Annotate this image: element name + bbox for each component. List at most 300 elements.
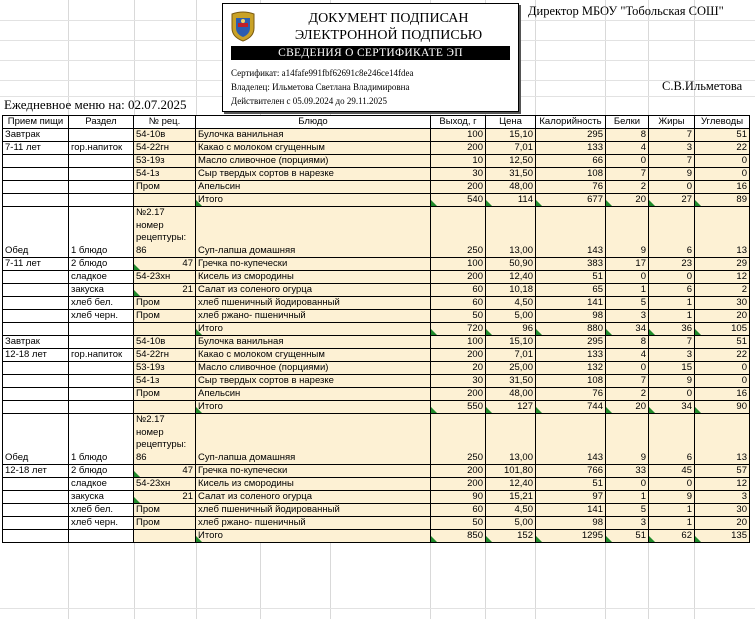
dish-cell: Суп-лапша домашняя <box>196 207 431 258</box>
fat-cell: 9 <box>649 491 695 504</box>
protein-cell: 3 <box>606 517 649 530</box>
meal-cell: Обед <box>3 207 69 258</box>
certificate-id: Сертификат: a14fafe991fbf62691c8e246ce14fdea <box>231 68 414 78</box>
calories-cell: 65 <box>536 284 606 297</box>
protein-cell: 8 <box>606 129 649 142</box>
protein-cell: 4 <box>606 349 649 362</box>
protein-cell: 1 <box>606 491 649 504</box>
fat-cell: 1 <box>649 517 695 530</box>
carbs-cell: 3 <box>695 491 750 504</box>
recipe-cell: 47 <box>134 258 196 271</box>
protein-cell: 0 <box>606 362 649 375</box>
calories-cell: 880 <box>536 323 606 336</box>
carbs-cell: 57 <box>695 465 750 478</box>
price-cell: 127 <box>486 401 536 414</box>
fat-cell: 15 <box>649 362 695 375</box>
calories-cell: 133 <box>536 142 606 155</box>
protein-cell: 9 <box>606 414 649 465</box>
protein-cell: 1 <box>606 284 649 297</box>
cell-marker-icon <box>431 329 437 335</box>
cell-marker-icon <box>536 407 542 413</box>
recipe-cell: 54-10в <box>134 129 196 142</box>
cell-marker-icon <box>695 329 701 335</box>
calories-cell: 141 <box>536 297 606 310</box>
fat-cell: 34 <box>649 401 695 414</box>
carbs-cell: 12 <box>695 478 750 491</box>
recipe-cell <box>134 194 196 207</box>
carbs-cell: 20 <box>695 517 750 530</box>
table-row <box>3 181 750 194</box>
protein-cell: 51 <box>606 530 649 543</box>
cell-marker-icon <box>606 329 612 335</box>
output-cell: 30 <box>431 375 486 388</box>
meal-cell <box>3 491 69 504</box>
section-cell <box>69 323 134 336</box>
fat-cell: 0 <box>649 271 695 284</box>
output-cell: 20 <box>431 362 486 375</box>
recipe-cell: 54-1з <box>134 375 196 388</box>
calories-cell: 133 <box>536 349 606 362</box>
output-cell: 540 <box>431 194 486 207</box>
cell-marker-icon <box>536 536 542 542</box>
fat-cell: 23 <box>649 258 695 271</box>
dish-cell: хлеб пшеничный йодированный <box>196 504 431 517</box>
fat-cell: 7 <box>649 336 695 349</box>
protein-cell: 33 <box>606 465 649 478</box>
dish-cell: Сыр твердых сортов в нарезке <box>196 375 431 388</box>
section-cell: хлеб черн. <box>69 517 134 530</box>
dish-cell: Кисель из смородины <box>196 271 431 284</box>
calories-cell: 51 <box>536 478 606 491</box>
price-cell: 25,00 <box>486 362 536 375</box>
cell-marker-icon <box>695 536 701 542</box>
output-cell: 200 <box>431 465 486 478</box>
protein-cell: 7 <box>606 375 649 388</box>
dish-cell: Итого <box>196 323 431 336</box>
fat-cell: 7 <box>649 129 695 142</box>
calories-cell: 143 <box>536 207 606 258</box>
dish-cell: Булочка ванильная <box>196 336 431 349</box>
dish-cell: хлеб пшеничный йодированный <box>196 297 431 310</box>
fat-cell: 1 <box>649 504 695 517</box>
meal-cell <box>3 310 69 323</box>
price-cell: 13,00 <box>486 414 536 465</box>
certificate-section-bar: СВЕДЕНИЯ О СЕРТИФИКАТЕ ЭП <box>231 46 510 60</box>
carbs-cell: 2 <box>695 284 750 297</box>
calories-cell: 1295 <box>536 530 606 543</box>
meal-cell: Завтрак <box>3 129 69 142</box>
fat-cell: 0 <box>649 478 695 491</box>
director-title: Директор МБОУ "Тобольская СОШ" <box>528 4 724 18</box>
protein-cell: 2 <box>606 388 649 401</box>
dish-cell: Кисель из смородины <box>196 478 431 491</box>
dish-cell: Какао с молоком сгущенным <box>196 142 431 155</box>
cell-marker-icon <box>606 536 612 542</box>
meal-cell <box>3 517 69 530</box>
section-cell: гор.напиток <box>69 349 134 362</box>
output-cell: 100 <box>431 336 486 349</box>
output-cell: 200 <box>431 478 486 491</box>
protein-cell: 5 <box>606 504 649 517</box>
menu-date-title: Ежедневное меню на: 02.07.2025 <box>4 97 187 112</box>
meal-cell: 12-18 лет <box>3 349 69 362</box>
price-cell: 10,18 <box>486 284 536 297</box>
cell-marker-icon <box>431 200 437 206</box>
carbs-cell: 105 <box>695 323 750 336</box>
section-cell: закуска <box>69 284 134 297</box>
meal-cell <box>3 478 69 491</box>
protein-cell: 20 <box>606 194 649 207</box>
cell-marker-icon <box>536 200 542 206</box>
price-cell: 7,01 <box>486 142 536 155</box>
recipe-cell <box>134 530 196 543</box>
table-row <box>3 504 750 517</box>
calories-cell: 295 <box>536 129 606 142</box>
column-header: Жиры <box>649 116 695 129</box>
carbs-cell: 0 <box>695 362 750 375</box>
calories-cell: 97 <box>536 491 606 504</box>
output-cell: 30 <box>431 168 486 181</box>
cell-marker-icon <box>431 536 437 542</box>
table-row <box>3 401 750 414</box>
cell-marker-icon <box>134 471 140 477</box>
carbs-cell: 51 <box>695 336 750 349</box>
calories-cell: 677 <box>536 194 606 207</box>
meal-cell <box>3 323 69 336</box>
section-cell <box>69 181 134 194</box>
calories-cell: 143 <box>536 414 606 465</box>
carbs-cell: 89 <box>695 194 750 207</box>
price-cell: 31,50 <box>486 375 536 388</box>
recipe-cell: Пром <box>134 297 196 310</box>
section-cell: 2 блюдо <box>69 465 134 478</box>
table-row <box>3 388 750 401</box>
price-cell: 96 <box>486 323 536 336</box>
calories-cell: 76 <box>536 181 606 194</box>
cell-marker-icon <box>649 407 655 413</box>
section-cell: гор.напиток <box>69 142 134 155</box>
output-cell: 50 <box>431 310 486 323</box>
output-cell: 60 <box>431 504 486 517</box>
price-cell: 15,10 <box>486 336 536 349</box>
protein-cell: 9 <box>606 207 649 258</box>
protein-cell: 0 <box>606 271 649 284</box>
column-header: Блюдо <box>196 116 431 129</box>
dish-cell: Салат из соленого огурца <box>196 491 431 504</box>
section-cell <box>69 129 134 142</box>
dish-cell: Итого <box>196 530 431 543</box>
fat-cell: 6 <box>649 284 695 297</box>
fat-cell: 9 <box>649 168 695 181</box>
table-row <box>3 284 750 297</box>
certificate-owner: Владелец: Ильметова Светлана Владимировна <box>231 82 410 92</box>
recipe-cell: 21 <box>134 491 196 504</box>
cell-marker-icon <box>695 407 701 413</box>
cell-marker-icon <box>536 329 542 335</box>
carbs-cell: 51 <box>695 129 750 142</box>
column-header: Белки <box>606 116 649 129</box>
column-header: № рец. <box>134 116 196 129</box>
section-cell <box>69 388 134 401</box>
price-cell: 114 <box>486 194 536 207</box>
meal-cell <box>3 181 69 194</box>
output-cell: 60 <box>431 284 486 297</box>
recipe-cell: Пром <box>134 181 196 194</box>
table-row <box>3 129 750 142</box>
calories-cell: 66 <box>536 155 606 168</box>
section-cell: сладкое <box>69 478 134 491</box>
recipe-cell <box>134 323 196 336</box>
meal-cell: Завтрак <box>3 336 69 349</box>
dish-cell: Итого <box>196 401 431 414</box>
recipe-cell: 53-19з <box>134 155 196 168</box>
cell-marker-icon <box>486 536 492 542</box>
calories-cell: 766 <box>536 465 606 478</box>
carbs-cell: 22 <box>695 142 750 155</box>
meal-cell <box>3 271 69 284</box>
dish-cell: Булочка ванильная <box>196 129 431 142</box>
carbs-cell: 135 <box>695 530 750 543</box>
meal-cell <box>3 284 69 297</box>
table-row <box>3 375 750 388</box>
fat-cell: 0 <box>649 388 695 401</box>
certificate-validity: Действителен с 05.09.2024 до 29.11.2025 <box>231 96 388 106</box>
calories-cell: 295 <box>536 336 606 349</box>
recipe-cell: Пром <box>134 310 196 323</box>
table-row <box>3 530 750 543</box>
dish-cell: Апельсин <box>196 388 431 401</box>
dish-cell: Масло сливочное (порциями) <box>196 362 431 375</box>
cell-marker-icon <box>649 329 655 335</box>
price-cell: 15,10 <box>486 129 536 142</box>
cell-marker-icon <box>695 200 701 206</box>
dish-cell: Гречка по-купечески <box>196 465 431 478</box>
protein-cell: 0 <box>606 478 649 491</box>
fat-cell: 0 <box>649 181 695 194</box>
section-cell: хлеб черн. <box>69 310 134 323</box>
column-header: Калорийность <box>536 116 606 129</box>
fat-cell: 3 <box>649 142 695 155</box>
meal-cell <box>3 168 69 181</box>
protein-cell: 4 <box>606 142 649 155</box>
fat-cell: 62 <box>649 530 695 543</box>
price-cell: 48,00 <box>486 388 536 401</box>
dish-cell: хлеб ржано- пшеничный <box>196 310 431 323</box>
coat-of-arms-icon <box>229 10 257 42</box>
carbs-cell: 0 <box>695 168 750 181</box>
price-cell: 5,00 <box>486 310 536 323</box>
column-header: Раздел <box>69 116 134 129</box>
carbs-cell: 30 <box>695 504 750 517</box>
dish-cell: Гречка по-купечески <box>196 258 431 271</box>
fat-cell: 6 <box>649 414 695 465</box>
cell-marker-icon <box>196 536 202 542</box>
dish-cell: Апельсин <box>196 181 431 194</box>
dish-cell: Сыр твердых сортов в нарезке <box>196 168 431 181</box>
section-cell: 1 блюдо <box>69 414 134 465</box>
output-cell: 850 <box>431 530 486 543</box>
recipe-cell: 54-23хн <box>134 271 196 284</box>
cell-marker-icon <box>134 290 140 296</box>
output-cell: 250 <box>431 207 486 258</box>
output-cell: 10 <box>431 155 486 168</box>
meal-cell <box>3 375 69 388</box>
fat-cell: 36 <box>649 323 695 336</box>
meal-cell: 7-11 лет <box>3 142 69 155</box>
recipe-cell: 54-22гн <box>134 349 196 362</box>
electronic-signature-stamp <box>222 3 519 112</box>
carbs-cell: 16 <box>695 388 750 401</box>
carbs-cell: 29 <box>695 258 750 271</box>
dish-cell: Итого <box>196 194 431 207</box>
price-cell: 7,01 <box>486 349 536 362</box>
carbs-cell: 22 <box>695 349 750 362</box>
price-cell: 4,50 <box>486 297 536 310</box>
table-row <box>3 478 750 491</box>
table-row <box>3 155 750 168</box>
cell-marker-icon <box>196 407 202 413</box>
price-cell: 4,50 <box>486 504 536 517</box>
table-row <box>3 168 750 181</box>
table-row <box>3 310 750 323</box>
recipe-cell: №2.17 номер рецептуры: 86 <box>134 414 196 465</box>
section-cell: хлеб бел. <box>69 504 134 517</box>
calories-cell: 744 <box>536 401 606 414</box>
table-header-row <box>3 116 750 129</box>
dish-cell: Суп-лапша домашняя <box>196 414 431 465</box>
recipe-cell: 53-19з <box>134 362 196 375</box>
menu-table <box>2 115 750 543</box>
protein-cell: 3 <box>606 310 649 323</box>
protein-cell: 7 <box>606 168 649 181</box>
table-row <box>3 297 750 310</box>
output-cell: 100 <box>431 129 486 142</box>
calories-cell: 108 <box>536 375 606 388</box>
meal-cell <box>3 194 69 207</box>
table-row <box>3 323 750 336</box>
recipe-cell: Пром <box>134 517 196 530</box>
meal-cell <box>3 388 69 401</box>
output-cell: 720 <box>431 323 486 336</box>
section-cell: закуска <box>69 491 134 504</box>
column-header: Углеводы <box>695 116 750 129</box>
price-cell: 5,00 <box>486 517 536 530</box>
protein-cell: 8 <box>606 336 649 349</box>
meal-cell <box>3 362 69 375</box>
section-cell <box>69 401 134 414</box>
fat-cell: 27 <box>649 194 695 207</box>
section-cell: 2 блюдо <box>69 258 134 271</box>
table-row <box>3 142 750 155</box>
recipe-cell: 21 <box>134 284 196 297</box>
section-cell <box>69 362 134 375</box>
calories-cell: 383 <box>536 258 606 271</box>
table-row <box>3 362 750 375</box>
section-cell <box>69 155 134 168</box>
calories-cell: 108 <box>536 168 606 181</box>
calories-cell: 132 <box>536 362 606 375</box>
table-row <box>3 258 750 271</box>
price-cell: 12,40 <box>486 478 536 491</box>
table-row <box>3 517 750 530</box>
recipe-cell: 54-22гн <box>134 142 196 155</box>
carbs-cell: 0 <box>695 155 750 168</box>
signer-name: С.В.Ильметова <box>662 79 743 93</box>
price-cell: 15,21 <box>486 491 536 504</box>
fat-cell: 9 <box>649 375 695 388</box>
meal-cell <box>3 297 69 310</box>
fat-cell: 1 <box>649 310 695 323</box>
cell-marker-icon <box>486 407 492 413</box>
cell-marker-icon <box>431 407 437 413</box>
cell-marker-icon <box>606 200 612 206</box>
column-header: Прием пищи <box>3 116 69 129</box>
protein-cell: 34 <box>606 323 649 336</box>
section-cell <box>69 168 134 181</box>
carbs-cell: 30 <box>695 297 750 310</box>
section-cell <box>69 375 134 388</box>
table-row <box>3 271 750 284</box>
cell-marker-icon <box>486 329 492 335</box>
protein-cell: 0 <box>606 155 649 168</box>
menu-table-body <box>3 129 750 543</box>
meal-cell: 12-18 лет <box>3 465 69 478</box>
section-cell <box>69 194 134 207</box>
dish-cell: Масло сливочное (порциями) <box>196 155 431 168</box>
meal-cell <box>3 530 69 543</box>
carbs-cell: 13 <box>695 414 750 465</box>
meal-cell <box>3 504 69 517</box>
table-row <box>3 491 750 504</box>
output-cell: 200 <box>431 271 486 284</box>
recipe-cell: №2.17 номер рецептуры: 86 <box>134 207 196 258</box>
protein-cell: 20 <box>606 401 649 414</box>
table-row <box>3 349 750 362</box>
cell-marker-icon <box>196 200 202 206</box>
cell-marker-icon <box>134 497 140 503</box>
recipe-cell: 54-10в <box>134 336 196 349</box>
meal-cell <box>3 155 69 168</box>
section-cell: 1 блюдо <box>69 207 134 258</box>
price-cell: 152 <box>486 530 536 543</box>
price-cell: 12,50 <box>486 155 536 168</box>
carbs-cell: 13 <box>695 207 750 258</box>
column-header: Цена <box>486 116 536 129</box>
section-cell <box>69 336 134 349</box>
fat-cell: 3 <box>649 349 695 362</box>
output-cell: 200 <box>431 349 486 362</box>
output-cell: 200 <box>431 142 486 155</box>
dish-cell: хлеб ржано- пшеничный <box>196 517 431 530</box>
carbs-cell: 0 <box>695 375 750 388</box>
fat-cell: 45 <box>649 465 695 478</box>
calories-cell: 98 <box>536 517 606 530</box>
cell-marker-icon <box>486 200 492 206</box>
calories-cell: 98 <box>536 310 606 323</box>
calories-cell: 141 <box>536 504 606 517</box>
table-row <box>3 336 750 349</box>
output-cell: 100 <box>431 258 486 271</box>
price-cell: 31,50 <box>486 168 536 181</box>
price-cell: 48,00 <box>486 181 536 194</box>
cell-marker-icon <box>649 200 655 206</box>
table-row <box>3 465 750 478</box>
carbs-cell: 16 <box>695 181 750 194</box>
fat-cell: 1 <box>649 297 695 310</box>
meal-cell: Обед <box>3 414 69 465</box>
fat-cell: 7 <box>649 155 695 168</box>
output-cell: 90 <box>431 491 486 504</box>
